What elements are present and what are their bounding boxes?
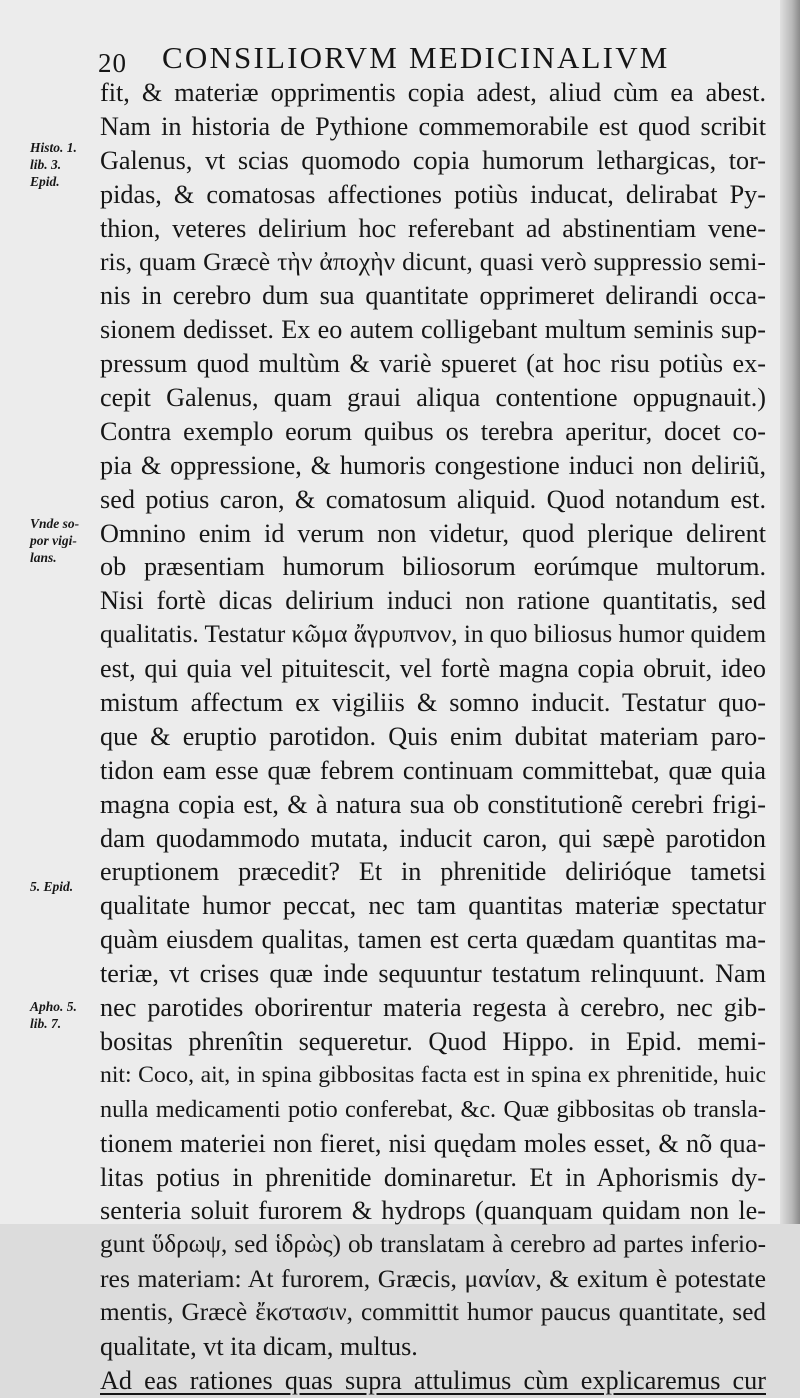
margin-note-line: Epid. [30,174,60,189]
text-line: Omnino enim id verum non videtur, quod plerique delirent [100,518,766,548]
margin-note-4 [30,998,77,1032]
text-line: senteria soluit furorem & hydrops (quanquam quidam non le- [100,1196,766,1226]
margin-note-3 [30,878,73,895]
text-line: est, qui quia vel pituitescit, vel fortè magna copia obruit, ideo [100,654,766,684]
text-block [100,76,766,1398]
text-line: que & eruptio parotidon. Quis enim dubitat materiam paro- [100,721,766,751]
margin-note-line: Histo. 1. [30,140,77,155]
text-line: ob præsentiam humorum biliosorum eorúmque multorum. [100,552,766,582]
text-line: mentis, Græcè ἔκστασιν, committit humor paucus quantitate, sed [100,1299,766,1327]
text-line: teriæ, vt crises quæ inde sequuntur testatum relinquunt. Nam [100,959,766,989]
margin-note-line: lans. [30,550,57,565]
text-line: mistum affectum ex vigiliis & somno inducit. Testatur quo- [100,688,766,718]
text-line: gunt ὕδρωψ, sed ἱδρὼς) ob translatam à cerebro ad partes inferio- [100,1231,766,1259]
text-line: Nisi fortè dicas delirium induci non ratione quantitatis, sed [100,586,766,616]
margin-note-line: 5. Epid. [30,879,74,894]
running-title: CONSILIORVM MEDICINALIVM [162,40,670,75]
text-line: quàm eiusdem qualitas, tamen est certa quædam quantitas ma- [100,925,766,955]
text-line: fit, & materiæ opprimentis copia adest, aliud cùm ea abest. [100,78,766,107]
text-line: Galenus, vt scias quomodo copia humorum lethargicas, tor- [100,145,766,175]
text-line: cepit Galenus, quam graui aliqua contentione oppugnauit.) [100,383,766,413]
text-line: thion, veteres delirium hoc referebant ad abstinentiam vene- [100,213,766,243]
text-line: nit: Coco, ait, in spina gibbositas facta est in spina ex phrenitide, huic [100,1061,766,1088]
text-line: ris, quam Græcè τὴν ἀποχὴν dicunt, quasi verò suppressio semi- [100,247,766,277]
text-line: qualitate, vt ita dicam, multus. [100,1331,418,1361]
margin-note-2 [30,515,79,566]
text-line: pressum quod multùm & variè spueret (at hoc risu potiùs ex- [100,349,766,379]
margin-note-line: por vigi- [30,533,77,548]
text-line: pia & oppressione, & humoris congestione induci non deliriũ, [100,450,766,480]
margin-note-line: lib. 7. [30,1016,62,1031]
margin-note-1 [30,139,77,190]
text-line: litas potius in phrenitide dominaretur. Et in Aphorismis dy- [100,1162,766,1192]
text-line: res materiam: At furorem, Græcis, μανίαν, & exitum è potestate [100,1264,766,1294]
text-line: qualitatis. Testatur κῶμα ἄγρυπνον, in quo biliosus humor quidem [100,621,767,649]
text-line: nec parotides oborirentur materia regesta à cerebro, nec gib- [100,993,766,1023]
text-line: Contra exemplo eorum quibus os terebra aperitur, docet co- [100,416,766,446]
margin-note-line: Apho. 5. [30,999,77,1014]
text-line: eruptionem præcedit? Et in phrenitide delirióque tametsi [100,857,766,887]
text-line: Nam in historia de Pythione commemorabile est quod scribit [100,111,766,141]
text-line: sionem dedisset. Ex eo autem colligebant multum seminis sup- [100,315,766,345]
page-edge-shadow [780,0,800,1224]
text-line: dam quodammodo mutata, inducit caron, qui sæpè parotidon [100,823,766,853]
text-line: sed potius caron, & comatosum aliquid. Quod notandum est. [100,484,766,514]
text-line: tionem materiei non fieret, nisi quędam moles esset, & nõ qua- [100,1128,766,1158]
margin-note-line: Vnde so- [30,516,80,531]
text-line: nulla medicamenti potio conferebat, &c. Quæ gibbositas ob transla- [100,1095,766,1123]
text-line: tidon eam esse quæ febrem continuam committebat, quæ quia [100,755,766,785]
text-line: bositas phrenîtin sequeretur. Quod Hippo. in Epid. memi- [100,1026,766,1056]
text-line: pidas, & comatosas affectiones potiùs inducat, delirabat Py- [100,179,766,209]
margin-note-line: lib. 3. [30,157,62,172]
text-line: nis in cerebro dum sua quantitate opprimeret delirandi occa- [100,281,766,311]
catchline: Ad eas rationes quas supra attulimus cùm explicaremus cur [100,1365,766,1395]
text-line: qualitate humor peccat, nec tam quantitas materiæ spectatur [100,891,766,921]
text-line: magna copia est, & à natura sua ob constitutionẽ cerebri frigi- [100,789,766,819]
page-number: 20 [98,48,127,78]
